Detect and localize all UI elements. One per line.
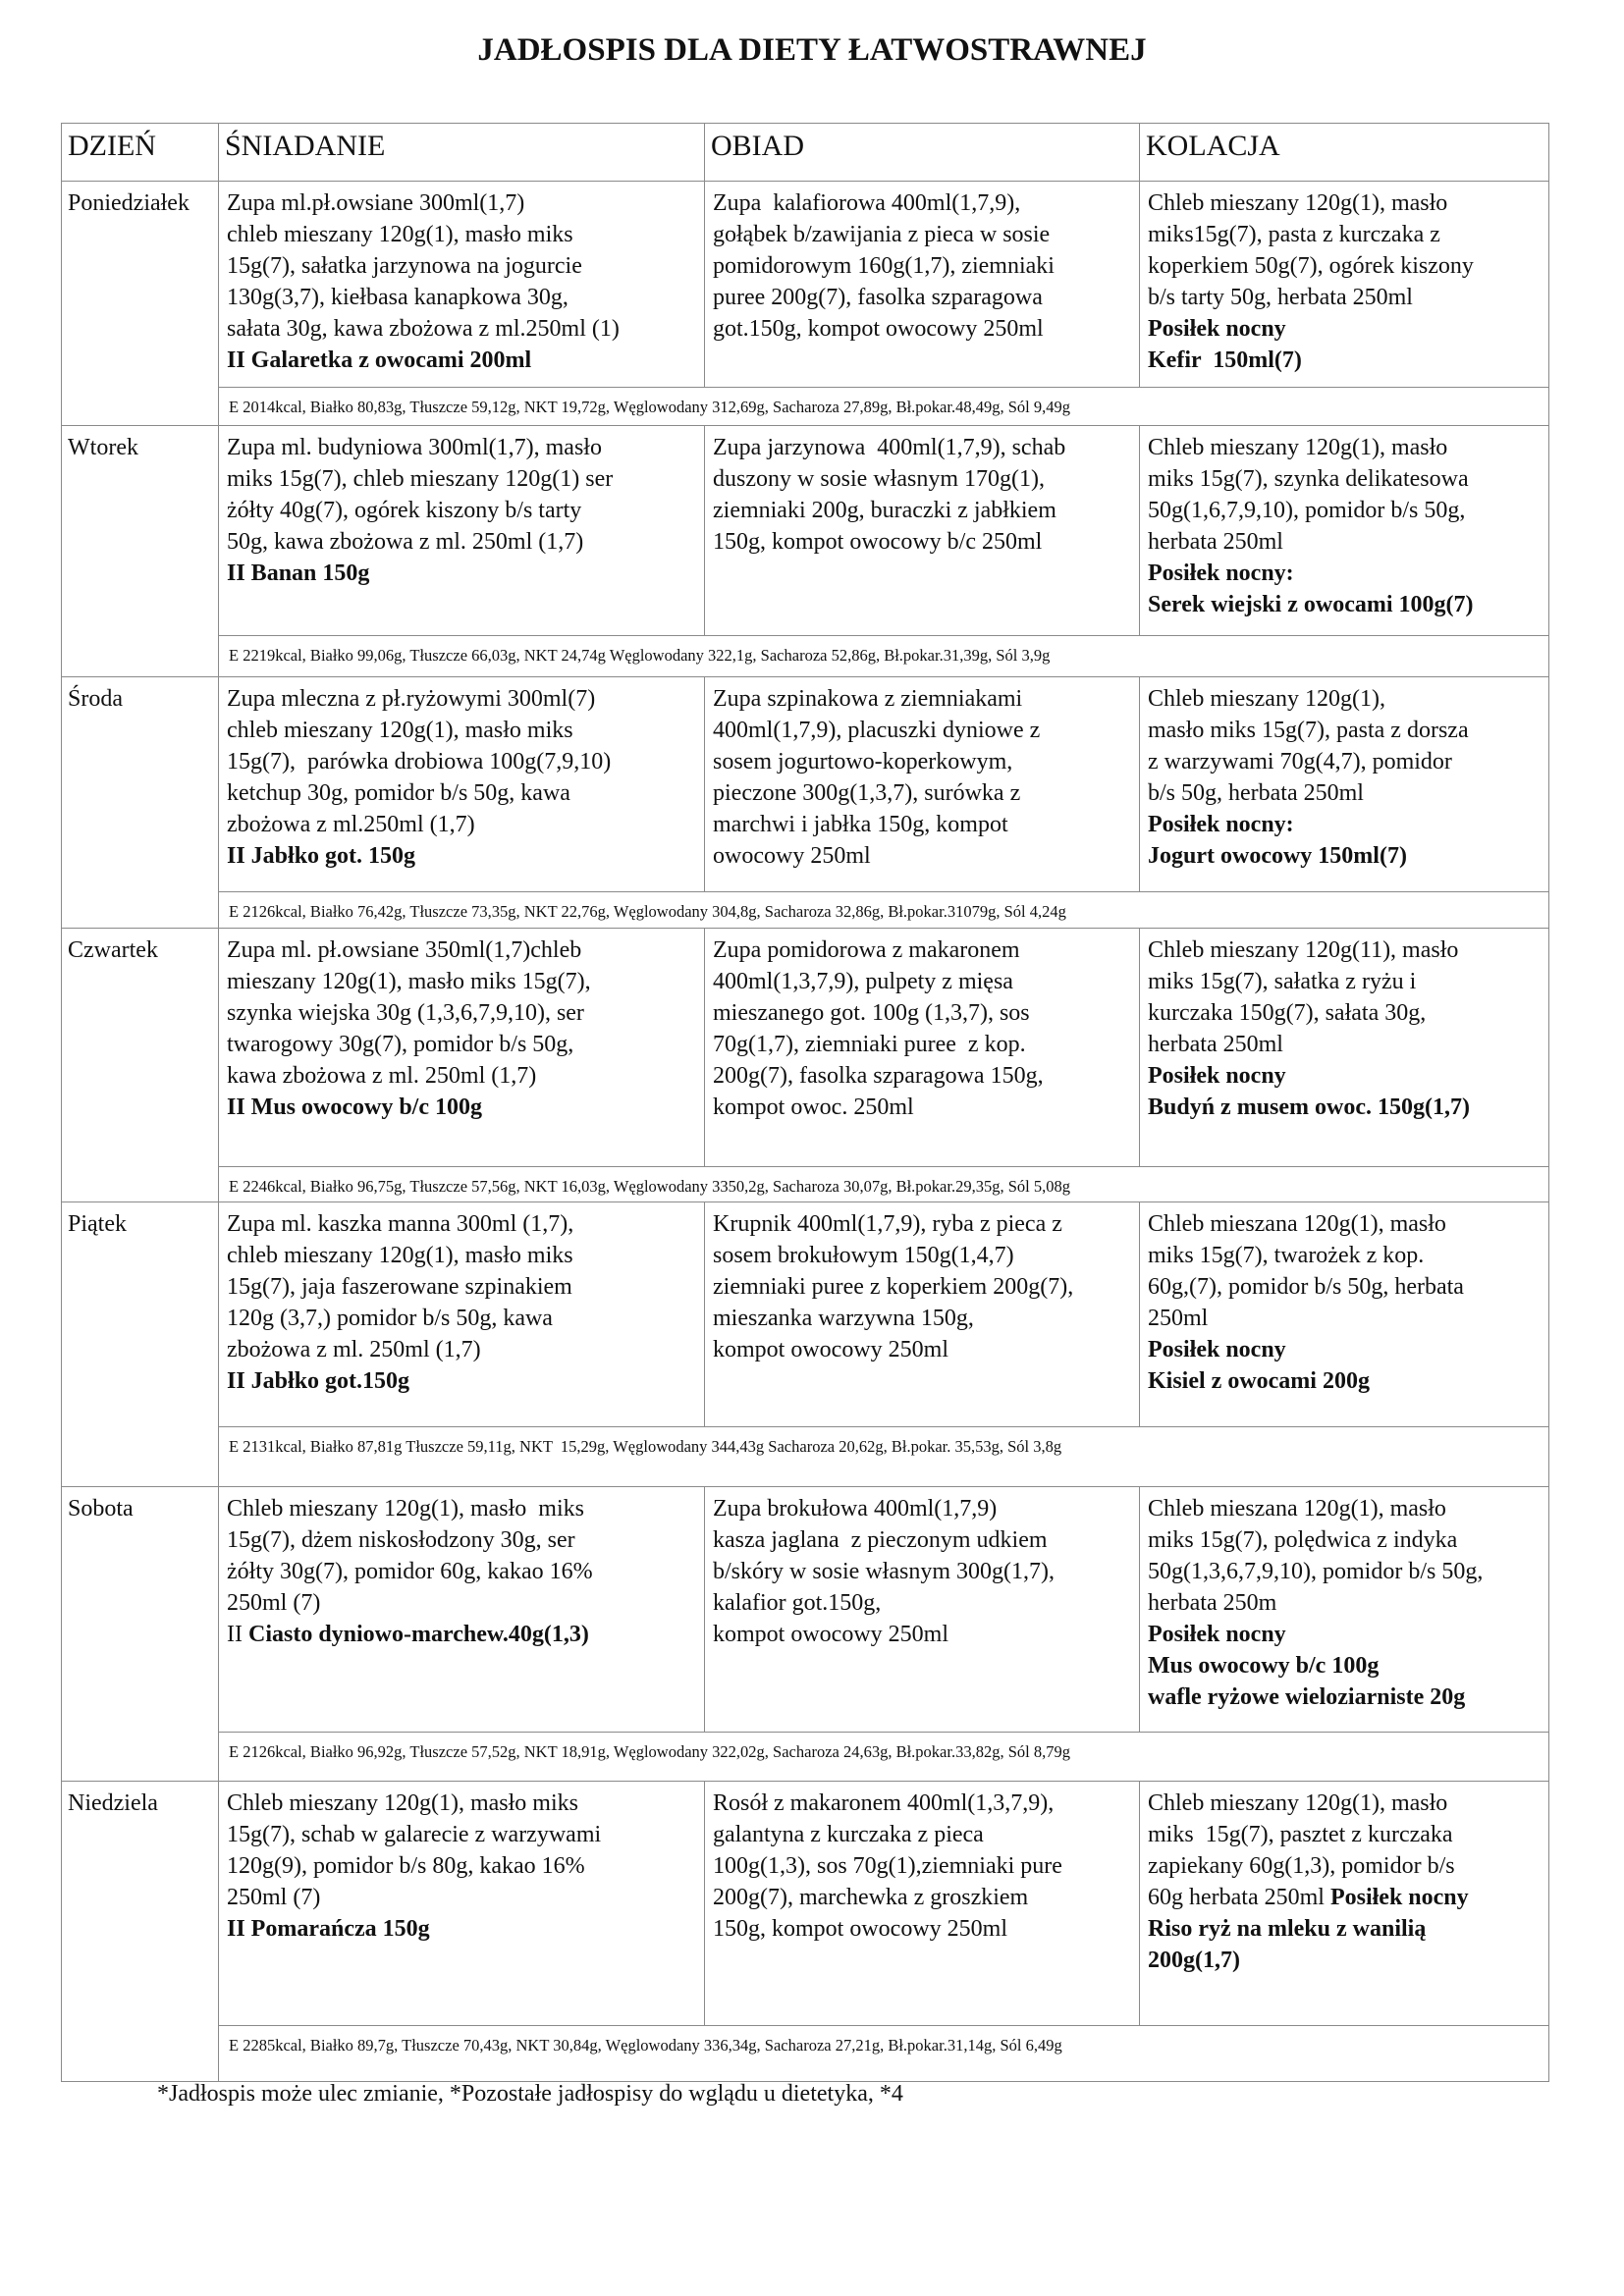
meal-line: sosem jogurtowo-koperkowym, (713, 749, 1013, 774)
breakfast-cell (219, 1782, 705, 2026)
nutrition-summary: E 2126kcal, Białko 76,42g, Tłuszcze 73,35g, NKT 22,76g, Węglowodany 304,8g, Sacharoza 32,86g, Bł.pokar.31079g, Sól 4,24g (219, 892, 1549, 929)
meal-line (227, 1619, 698, 1650)
meal-line: miks 15g(7), twarożek z kop. (1148, 1243, 1425, 1268)
meal-line: kasza jaglana z pieczonym udkiem (713, 1527, 1048, 1553)
meal-line: koperkiem 50g(7), ogórek kiszony (1148, 253, 1474, 279)
meal-line: Chleb mieszana 120g(1), masło (1148, 1496, 1446, 1522)
meal-line: ziemniaki puree z koperkiem 200g(7), (713, 1274, 1074, 1300)
meal-line: Chleb mieszany 120g(1), (1148, 686, 1385, 712)
meal-line: 60g,(7), pomidor b/s 50g, herbata (1148, 1274, 1464, 1300)
day-row (62, 1782, 1549, 2026)
meal-line: herbata 250ml (1148, 529, 1283, 555)
meal-line: 50g, kawa zbożowa z ml. 250ml (1,7) (227, 529, 584, 555)
header-day: DZIEŃ (62, 124, 219, 182)
meal-text: II (227, 1622, 248, 1647)
meal-line: zapiekany 60g(1,3), pomidor b/s (1148, 1853, 1455, 1879)
day-row (62, 677, 1549, 892)
breakfast-cell (219, 677, 705, 892)
meal-line: Chleb mieszany 120g(1), masło (1148, 190, 1448, 216)
menu-table (61, 123, 1549, 2082)
nutrition-summary: E 2126kcal, Białko 96,92g, Tłuszcze 57,52g, NKT 18,91g, Węglowodany 322,02g, Sacharoza 24,63g, Bł.pokar.33,82g, Sól 8,79g (219, 1733, 1549, 1782)
day-name: Czwartek (62, 929, 219, 1202)
meal-highlight: Kefir 150ml(7) (1148, 347, 1302, 373)
header-dinner: KOLACJA (1140, 124, 1549, 182)
meal-line: sałata 30g, kawa zbożowa z ml.250ml (1) (227, 316, 620, 342)
meal-line: 250ml (1148, 1306, 1209, 1331)
dinner-cell (1140, 182, 1549, 388)
lunch-cell (705, 1202, 1140, 1427)
lunch-cell (705, 929, 1140, 1167)
header-lunch: OBIAD (705, 124, 1140, 182)
meal-line: herbata 250ml (1148, 1032, 1283, 1057)
meal-highlight: II Mus owocowy b/c 100g (227, 1095, 483, 1120)
meal-line: ketchup 30g, pomidor b/s 50g, kawa (227, 780, 570, 806)
meal-line: 15g(7), sałatka jarzynowa na jogurcie (227, 253, 582, 279)
meal-line: kurczaka 150g(7), sałata 30g, (1148, 1000, 1427, 1026)
meal-line: kawa zbożowa z ml. 250ml (1,7) (227, 1063, 537, 1089)
meal-highlight: Posiłek nocny (1148, 316, 1286, 342)
meal-line: 120g(9), pomidor b/s 80g, kakao 16% (227, 1853, 585, 1879)
meal-line: masło miks 15g(7), pasta z dorsza (1148, 718, 1469, 743)
header-breakfast: ŚNIADANIE (219, 124, 705, 182)
nutrition-row (62, 892, 1549, 929)
meal-line: 200g(7), fasolka szparagowa 150g, (713, 1063, 1044, 1089)
meal-line: 15g(7), parówka drobiowa 100g(7,9,10) (227, 749, 612, 774)
meal-line: 15g(7), jaja faszerowane szpinakiem (227, 1274, 572, 1300)
meal-line: miks 15g(7), sałatka z ryżu i (1148, 969, 1417, 994)
meal-line: 150g, kompot owocowy 250ml (713, 1916, 1007, 1942)
meal-line: 50g(1,6,7,9,10), pomidor b/s 50g, (1148, 498, 1466, 523)
meal-line: 100g(1,3), sos 70g(1),ziemniaki pure (713, 1853, 1062, 1879)
dinner-cell (1140, 1487, 1549, 1733)
meal-line: b/skóry w sosie własnym 300g(1,7), (713, 1559, 1055, 1584)
meal-line (1148, 1882, 1543, 1913)
lunch-cell (705, 426, 1140, 636)
meal-line: kompot owocowy 250ml (713, 1337, 948, 1362)
meal-line: sosem brokułowym 150g(1,4,7) (713, 1243, 1014, 1268)
lunch-cell (705, 1782, 1140, 2026)
meal-line: 400ml(1,7,9), placuszki dyniowe z (713, 718, 1041, 743)
nutrition-summary: E 2219kcal, Białko 99,06g, Tłuszcze 66,03g, NKT 24,74g Węglowodany 322,1g, Sacharoza 52,86g, Bł.pokar.31,39g, Sól 3,9g (219, 636, 1549, 677)
meal-line: 250ml (7) (227, 1885, 321, 1910)
nutrition-summary: E 2285kcal, Białko 89,7g, Tłuszcze 70,43g, NKT 30,84g, Węglowodany 336,34g, Sacharoza 27,21g, Bł.pokar.31,14g, Sól 6,49g (219, 2026, 1549, 2082)
meal-line: kompot owocowy 250ml (713, 1622, 948, 1647)
meal-line: Zupa mleczna z pł.ryżowymi 300ml(7) (227, 686, 596, 712)
meal-line: Chleb mieszany 120g(1), masło miks (227, 1496, 584, 1522)
meal-line: Chleb mieszana 120g(1), masło (1148, 1211, 1446, 1237)
meal-highlight: Posiłek nocny: (1148, 561, 1294, 586)
nutrition-row (62, 2026, 1549, 2082)
nutrition-row (62, 1427, 1549, 1487)
meal-line: mieszanka warzywna 150g, (713, 1306, 974, 1331)
meal-line: miks 15g(7), chleb mieszany 120g(1) ser (227, 466, 614, 492)
meal-line: żółty 40g(7), ogórek kiszony b/s tarty (227, 498, 582, 523)
meal-highlight: Serek wiejski z owocami 100g(7) (1148, 592, 1474, 617)
nutrition-row (62, 1733, 1549, 1782)
meal-line: owocowy 250ml (713, 843, 871, 869)
meal-line: z warzywami 70g(4,7), pomidor (1148, 749, 1452, 774)
meal-highlight: 200g(1,7) (1148, 1948, 1240, 1973)
dinner-cell (1140, 426, 1549, 636)
meal-line: mieszanego got. 100g (1,3,7), sos (713, 1000, 1030, 1026)
nutrition-row (62, 388, 1549, 426)
meal-text: 60g herbata 250ml (1148, 1885, 1330, 1910)
meal-line: Krupnik 400ml(1,7,9), ryba z pieca z (713, 1211, 1062, 1237)
meal-line: kompot owoc. 250ml (713, 1095, 914, 1120)
nutrition-row (62, 636, 1549, 677)
page-title: JADŁOSPIS DLA DIETY ŁATWOSTRAWNEJ (477, 32, 1147, 68)
meal-line: żółty 30g(7), pomidor 60g, kakao 16% (227, 1559, 593, 1584)
meal-highlight: II Pomarańcza 150g (227, 1916, 430, 1942)
meal-line: Chleb mieszany 120g(11), masło (1148, 937, 1459, 963)
meal-line: 70g(1,7), ziemniaki puree z kop. (713, 1032, 1026, 1057)
dinner-cell (1140, 677, 1549, 892)
meal-line: Chleb mieszany 120g(1), masło (1148, 1790, 1448, 1816)
meal-highlight: Jogurt owocowy 150ml(7) (1148, 843, 1407, 869)
day-row (62, 426, 1549, 636)
meal-highlight: Riso ryż na mleku z wanilią (1148, 1916, 1427, 1942)
meal-line: 400ml(1,3,7,9), pulpety z mięsa (713, 969, 1013, 994)
meal-line: Zupa kalafiorowa 400ml(1,7,9), (713, 190, 1021, 216)
day-row (62, 929, 1549, 1167)
meal-line: szynka wiejska 30g (1,3,6,7,9,10), ser (227, 1000, 584, 1026)
nutrition-summary: E 2246kcal, Białko 96,75g, Tłuszcze 57,56g, NKT 16,03g, Węglowodany 3350,2g, Sacharoza 30,07g, Bł.pokar.29,35g, Sól 5,08g (219, 1167, 1549, 1202)
meal-line: zbożowa z ml. 250ml (1,7) (227, 1337, 481, 1362)
meal-line: Zupa pomidorowa z makaronem (713, 937, 1020, 963)
meal-line: pomidorowym 160g(1,7), ziemniaki (713, 253, 1055, 279)
meal-highlight: Posiłek nocny (1148, 1063, 1286, 1089)
footnote: *Jadłospis może ulec zmianie, *Pozostałe jadłospisy do wglądu u dietetyka, *4 (157, 2081, 903, 2107)
meal-line: galantyna z kurczaka z pieca (713, 1822, 984, 1847)
meal-highlight: II Jabłko got.150g (227, 1368, 410, 1394)
meal-line: 120g (3,7,) pomidor b/s 50g, kawa (227, 1306, 553, 1331)
day-name: Niedziela (62, 1782, 219, 2082)
meal-line: gołąbek b/zawijania z pieca w sosie (713, 222, 1051, 247)
breakfast-cell (219, 929, 705, 1167)
meal-line: twarogowy 30g(7), pomidor b/s 50g, (227, 1032, 574, 1057)
meal-line: puree 200g(7), fasolka szparagowa (713, 285, 1043, 310)
meal-highlight: Mus owocowy b/c 100g (1148, 1653, 1380, 1679)
meal-line: 15g(7), dżem niskosłodzony 30g, ser (227, 1527, 575, 1553)
meal-highlight: II Banan 150g (227, 561, 370, 586)
meal-line: ziemniaki 200g, buraczki z jabłkiem (713, 498, 1056, 523)
meal-line: Zupa jarzynowa 400ml(1,7,9), schab (713, 435, 1066, 460)
lunch-cell (705, 1487, 1140, 1733)
header-row (62, 124, 1549, 182)
meal-highlight: wafle ryżowe wieloziarniste 20g (1148, 1684, 1466, 1710)
day-name: Poniedziałek (62, 182, 219, 426)
meal-line: Zupa ml. budyniowa 300ml(1,7), masło (227, 435, 602, 460)
meal-line: 15g(7), schab w galarecie z warzywami (227, 1822, 602, 1847)
breakfast-cell (219, 1202, 705, 1427)
meal-line: miks 15g(7), szynka delikatesowa (1148, 466, 1469, 492)
meal-highlight: Kisiel z owocami 200g (1148, 1368, 1370, 1394)
meal-highlight: Ciasto dyniowo-marchew.40g(1,3) (247, 1622, 589, 1647)
meal-line: 200g(7), marchewka z groszkiem (713, 1885, 1029, 1910)
lunch-cell (705, 182, 1140, 388)
meal-line: kalafior got.150g, (713, 1590, 882, 1616)
meal-highlight: II Galaretka z owocami 200ml (227, 347, 532, 373)
lunch-cell (705, 677, 1140, 892)
meal-line: miks15g(7), pasta z kurczaka z (1148, 222, 1440, 247)
meal-line: miks 15g(7), pasztet z kurczaka (1148, 1822, 1453, 1847)
dinner-cell (1140, 929, 1549, 1167)
meal-line: Rosół z makaronem 400ml(1,3,7,9), (713, 1790, 1055, 1816)
meal-highlight: Posiłek nocny: (1148, 812, 1294, 837)
meal-line: Chleb mieszany 120g(1), masło (1148, 435, 1448, 460)
meal-line: b/s tarty 50g, herbata 250ml (1148, 285, 1413, 310)
day-name: Wtorek (62, 426, 219, 677)
meal-line: Zupa ml.pł.owsiane 300ml(1,7) (227, 190, 525, 216)
meal-line: 150g, kompot owocowy b/c 250ml (713, 529, 1043, 555)
day-name: Sobota (62, 1487, 219, 1782)
meal-highlight: II Jabłko got. 150g (227, 843, 416, 869)
day-name: Piątek (62, 1202, 219, 1487)
meal-line: pieczone 300g(1,3,7), surówka z (713, 780, 1021, 806)
meal-line: Chleb mieszany 120g(1), masło miks (227, 1790, 578, 1816)
dinner-cell (1140, 1202, 1549, 1427)
day-row (62, 1487, 1549, 1733)
meal-line: Zupa brokułowa 400ml(1,7,9) (713, 1496, 998, 1522)
meal-line: chleb mieszany 120g(1), masło miks (227, 222, 573, 247)
meal-line: Zupa ml. kaszka manna 300ml (1,7), (227, 1211, 574, 1237)
day-row (62, 182, 1549, 388)
nutrition-row (62, 1167, 1549, 1202)
day-row (62, 1202, 1549, 1427)
meal-line: miks 15g(7), polędwica z indyka (1148, 1527, 1458, 1553)
day-name: Środa (62, 677, 219, 929)
meal-highlight: Posiłek nocny (1148, 1622, 1286, 1647)
meal-line: duszony w sosie własnym 170g(1), (713, 466, 1045, 492)
meal-line: Zupa szpinakowa z ziemniakami (713, 686, 1023, 712)
dinner-cell (1140, 1782, 1549, 2026)
meal-line: mieszany 120g(1), masło miks 15g(7), (227, 969, 591, 994)
meal-line: 50g(1,3,6,7,9,10), pomidor b/s 50g, (1148, 1559, 1484, 1584)
meal-line: got.150g, kompot owocowy 250ml (713, 316, 1044, 342)
breakfast-cell (219, 182, 705, 388)
meal-line: 250ml (7) (227, 1590, 321, 1616)
meal-highlight: Posiłek nocny (1329, 1885, 1469, 1910)
meal-line: chleb mieszany 120g(1), masło miks (227, 1243, 573, 1268)
nutrition-summary: E 2131kcal, Białko 87,81g Tłuszcze 59,11g, NKT 15,29g, Węglowodany 344,43g Sacharoza 20,62g, Bł.pokar. 35,53g, Sól 3,8g (219, 1427, 1549, 1487)
meal-line: marchwi i jabłka 150g, kompot (713, 812, 1008, 837)
meal-line: herbata 250m (1148, 1590, 1277, 1616)
meal-line: 130g(3,7), kiełbasa kanapkowa 30g, (227, 285, 568, 310)
meal-line: chleb mieszany 120g(1), masło miks (227, 718, 573, 743)
meal-highlight: Posiłek nocny (1148, 1337, 1286, 1362)
meal-line: zbożowa z ml.250ml (1,7) (227, 812, 475, 837)
breakfast-cell (219, 1487, 705, 1733)
nutrition-summary: E 2014kcal, Białko 80,83g, Tłuszcze 59,12g, NKT 19,72g, Węglowodany 312,69g, Sacharoza 27,89g, Bł.pokar.48,49g, Sól 9,49g (219, 388, 1549, 426)
meal-line: b/s 50g, herbata 250ml (1148, 780, 1364, 806)
meal-line: Zupa ml. pł.owsiane 350ml(1,7)chleb (227, 937, 582, 963)
breakfast-cell (219, 426, 705, 636)
meal-highlight: Budyń z musem owoc. 150g(1,7) (1148, 1095, 1470, 1120)
